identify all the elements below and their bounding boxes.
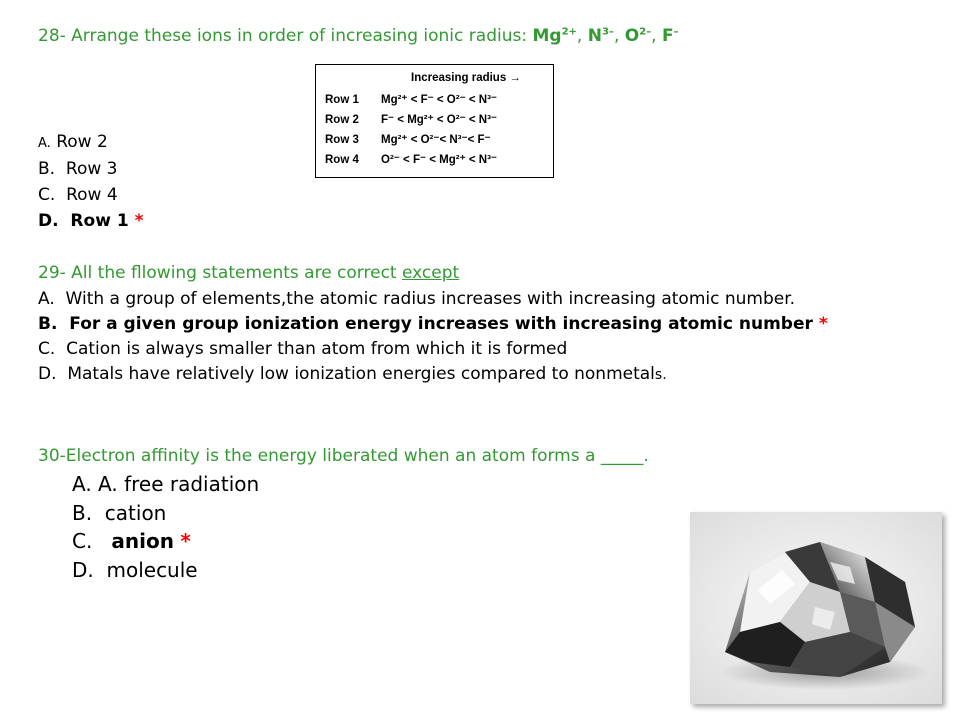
- q29-option-b: B. For a given group ionization energy increases with increasing atomic number *: [38, 314, 828, 334]
- table-header: Increasing radius →: [411, 72, 521, 84]
- table-row: Row 4 O²⁻ < F⁻ < Mg²⁺ < N³⁻: [325, 154, 497, 166]
- radius-table: [315, 64, 554, 178]
- q29-option-a: A. With a group of elements,the atomic radius increases with increasing atomic number.: [38, 289, 796, 309]
- q28-option-d: D. Row 1 *: [38, 211, 144, 231]
- question-29: 29- All the fllowing statements are correct except: [38, 263, 460, 283]
- q29-option-c: C. Cation is always smaller than atom from which it is formed: [38, 339, 568, 359]
- ion-mg: $Mg^{2+}$: [532, 26, 577, 46]
- table-row: Row 1 Mg²⁺ < F⁻ < O²⁻ < N³⁻: [325, 94, 497, 106]
- q30-option-b: B. cation: [72, 501, 167, 525]
- correct-mark: *: [134, 211, 144, 231]
- q28-option-a: A. Row 2: [38, 132, 108, 152]
- question-30: 30-Electron affinity is the energy liberated when an atom forms a _____.: [38, 446, 649, 466]
- correct-mark: *: [818, 314, 828, 334]
- q29-option-d: D. Matals have relatively low ionization energies compared to nonmetals.: [38, 364, 667, 384]
- metal-chunk-image: [690, 512, 942, 704]
- ion-n: $N^{3-}$: [587, 26, 614, 46]
- question-28: 28- Arrange these ions in order of increasing ionic radius: $Mg^{2+}$, $N^{3-}$, $O^{2-}$, F–: [38, 26, 679, 46]
- table-row: Row 2 F⁻ < Mg²⁺ < O²⁻ < N³⁻: [325, 114, 497, 126]
- q28-option-b: B. Row 3: [38, 159, 118, 179]
- table-row: Row 3 Mg²⁺ < O²⁻< N³⁻< F⁻: [325, 134, 491, 146]
- q28-option-c: C. Row 4: [38, 185, 118, 205]
- q30-option-c: C. anion *: [72, 529, 191, 553]
- correct-mark: *: [180, 529, 191, 553]
- q30-option-a: A. A. free radiation: [72, 472, 260, 496]
- q30-option-d: D. molecule: [72, 558, 198, 582]
- ion-o: $O^{2-}$: [624, 26, 652, 46]
- ion-f: F–: [661, 26, 679, 46]
- metal-photo: [690, 512, 942, 704]
